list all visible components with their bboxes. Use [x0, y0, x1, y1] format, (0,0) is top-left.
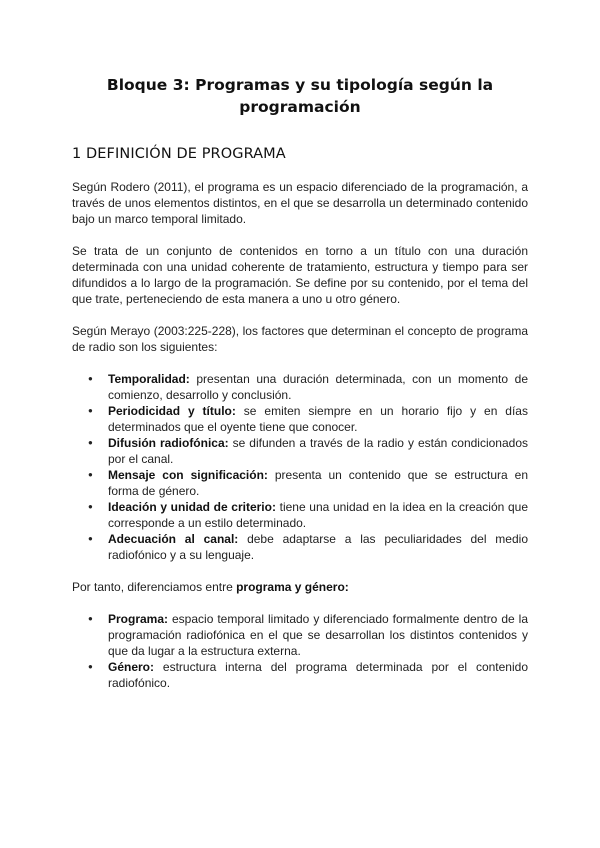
list-item: [72, 611, 528, 659]
list-item: [72, 467, 528, 499]
term-label: Programa:: [108, 612, 169, 626]
term-label: Género:: [108, 660, 155, 674]
list-item: [72, 499, 528, 531]
term-label: Ideación y unidad de criterio:: [108, 500, 276, 514]
section-heading: 1 DEFINICIÓN DE PROGRAMA: [72, 146, 286, 162]
paragraph-factors-intro: Según Merayo (2003:225-228), los factores que determinan el concepto de programa de radio son los siguientes:: [72, 324, 528, 354]
paragraph-description: Se trata de un conjunto de contenidos en torno a un título con una duración determinada con una unidad coherente de tratamiento, estructura y tiempo para ser difundidos a lo largo de la programación. Se define por su contenido, por el tema del que trate, perteneciendo de esta manera a uno u otro género.: [72, 244, 528, 306]
term-label: Difusión radiofónica:: [108, 436, 229, 450]
list-item: [72, 435, 528, 467]
list-item: [72, 371, 528, 403]
definitions-list: [72, 611, 528, 691]
term-label: Adecuación al canal:: [108, 532, 239, 546]
term-label: Periodicidad y título:: [108, 404, 236, 418]
conclusion-bold: programa y género:: [236, 580, 349, 594]
term-description: se difunden a través de la radio y están condicionados por el canal.: [108, 436, 529, 466]
document-title: Bloque 3: Programas y su tipología según la programación: [106, 76, 494, 116]
paragraph-conclusion: [72, 579, 528, 595]
term-description: estructura interna del programa determinada por el contenido radiofónico.: [108, 660, 528, 690]
term-description: debe adaptarse a las peculiaridades del medio radiofónico y a su lenguaje.: [108, 532, 528, 562]
list-item: [72, 659, 528, 691]
factors-list: [72, 371, 528, 563]
term-label: Temporalidad:: [108, 372, 190, 386]
term-description: espacio temporal limitado y diferenciado formalmente dentro de la programación radiofónica en el que se desarrollan los distintos contenidos y que da lugar a la estructura externa.: [108, 612, 528, 658]
conclusion-text: Por tanto, diferenciamos entre: [72, 580, 237, 594]
term-description: se emiten siempre en un horario fijo y en días determinados que el oyente tiene que conocer.: [108, 404, 528, 434]
term-description: tiene una unidad en la idea en la creación que corresponde a un estilo determinado.: [108, 500, 528, 530]
list-item: [72, 403, 528, 435]
list-item: [72, 531, 528, 563]
term-description: presentan una duración determinada, con un momento de comienzo, desarrollo y conclusión.: [108, 372, 528, 402]
paragraph-definition: Según Rodero (2011), el programa es un espacio diferenciado de la programación, a través de unos elementos distintos, en el que se desarrolla un determinado contenido bajo un marco temporal limitado.: [72, 180, 528, 226]
term-description: presenta un contenido que se estructura en forma de género.: [108, 468, 529, 498]
term-label: Mensaje con significación:: [108, 468, 268, 482]
